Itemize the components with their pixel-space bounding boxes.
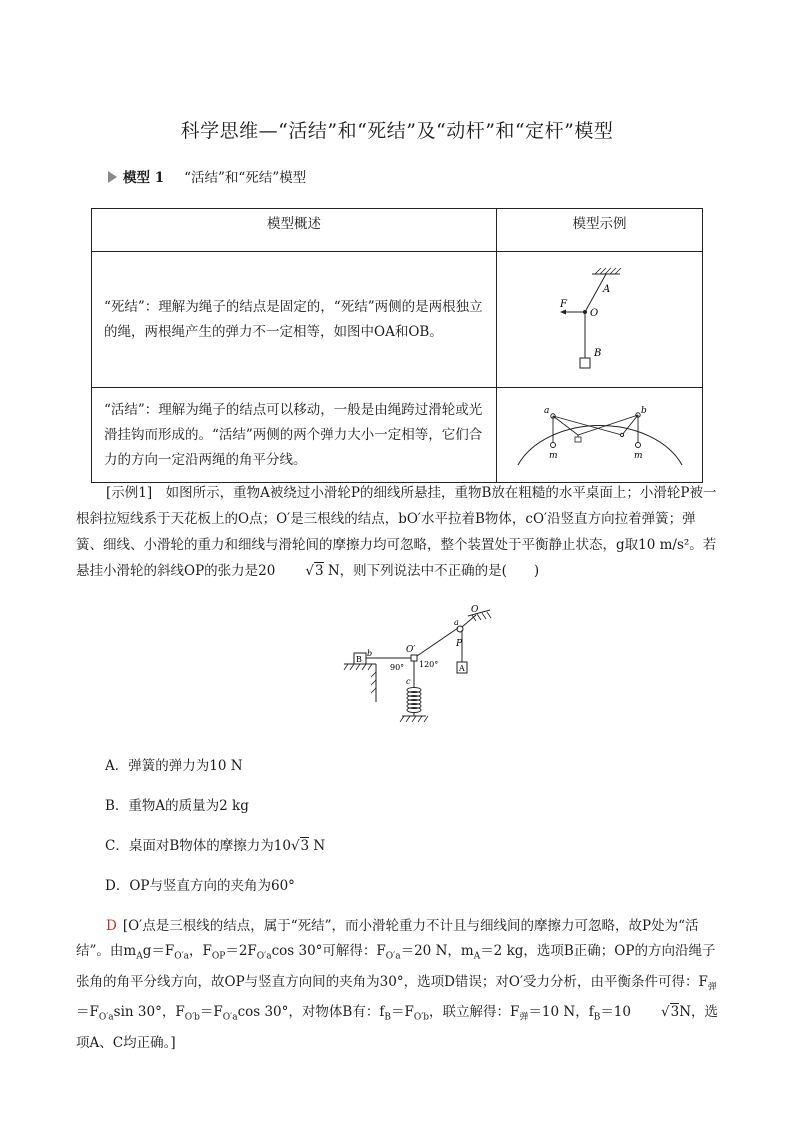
subscript: A: [136, 951, 143, 962]
model-label: 模型 1: [123, 170, 165, 186]
example-paragraph: [76, 480, 721, 584]
subscript: B: [384, 1013, 391, 1024]
live-knot-figure-cell: [497, 388, 703, 483]
option-c-sqrt: √3: [290, 838, 310, 854]
option-c-unit: N: [309, 838, 326, 854]
subscript: OP: [211, 951, 226, 962]
answer-text: ＝2 kg，选项B正确；OP的方向沿绳子张角的角平分线方向，故OP与竖直方向间的夹角为30°，选项D错误；对O′受力分析，由平衡条件可得：F: [76, 943, 716, 990]
subscript: 弹: [519, 1013, 529, 1024]
subscript: B: [593, 1013, 601, 1024]
table-row-dead-knot: [92, 252, 703, 388]
fig-label-90: 90°: [390, 663, 405, 672]
example-figure: [340, 602, 500, 727]
option-a: A．弹簧的弹力为10 N: [105, 758, 243, 774]
subscript: A: [473, 951, 481, 962]
subscript: O′a: [222, 1013, 238, 1024]
answer-text: ＝10 N，f: [528, 1004, 594, 1021]
fig2-label-a: a: [543, 406, 549, 416]
answer-text: ＝10: [600, 1004, 631, 1021]
dead-knot-figure-cell: [497, 252, 703, 388]
fig-label-O-prime: O′: [406, 645, 416, 655]
answer-text: ，联立解得：F: [429, 1004, 520, 1021]
table-header-row: [92, 209, 703, 252]
fig1-label-O: O: [589, 307, 598, 319]
page-title: 科学思维—“活结”和“死结”及“动杆”和“定杆”模型: [180, 120, 614, 142]
sqrt-symbol: √3: [305, 563, 324, 579]
subscript: O′b: [184, 1013, 200, 1024]
answer-text: ＝F: [390, 1004, 414, 1021]
fig-label-O: O: [471, 605, 479, 615]
fig-label-a: a: [454, 618, 459, 627]
subscript: O′a: [385, 951, 401, 962]
answer-paragraph: [76, 914, 721, 1056]
answer-text: cos 30°，对物体B有：f: [237, 1004, 385, 1021]
answer-text: ＝F: [76, 1004, 99, 1021]
fig2-label-m-right: m: [633, 451, 643, 461]
example-tag: [示例1]: [106, 485, 153, 501]
fig2-label-b: b: [640, 406, 647, 416]
model-name: “活结”和“死结”模型: [184, 170, 307, 186]
live-knot-desc: “活结”：理解为绳子的结点可以移动，一般是由绳跨过滑轮或光滑挂钩而形成的。“活结”两侧的两个弹力大小一定相等，它们合力的方向一定沿两绳的角平分线。: [92, 388, 497, 483]
fig2-label-m-left: m: [548, 451, 558, 461]
subscript: O′a: [256, 951, 272, 962]
example-text-2: N，则下列说法中不正确的是( ): [323, 563, 540, 579]
answer-text: N，选项A、C均正确。]: [76, 1004, 719, 1052]
model-header: [108, 166, 306, 186]
header-desc: 模型概述: [92, 209, 497, 252]
option-c-sqrt-value: 3: [300, 838, 310, 854]
answer-text: ，F: [189, 943, 212, 959]
subscript: O′a: [174, 951, 190, 962]
answer-text: sin 30°，F: [113, 1004, 185, 1021]
answer-letter: D: [106, 918, 117, 934]
sqrt-value: 3: [314, 563, 324, 579]
option-b: B．重物A的质量为2 kg: [105, 798, 249, 814]
answer-text: ＝2F: [225, 943, 257, 959]
answer-sqrt: √3: [661, 1004, 680, 1021]
fig-label-b: b: [367, 649, 373, 658]
dead-knot-desc: “死结”：理解为绳子的结点是固定的，“死结”两侧的是两根独立的绳，两根绳产生的弹力不一定相等，如图中OA和OB。: [92, 252, 497, 388]
answer-text: [O′点是三根线的结点，属于“死结”，而小滑轮重力不计且与细线间的摩擦力可忽略，故P处为“活结”。由m: [76, 918, 699, 959]
subscript: O′a: [98, 1013, 114, 1024]
fig-label-120: 120°: [419, 660, 439, 669]
triangle-bullet-icon: [108, 171, 117, 183]
live-knot-diagram: [510, 393, 690, 473]
fig-label-B: B: [356, 655, 362, 664]
answer-sqrt-value: 3: [670, 1004, 680, 1021]
table-row-live-knot: [92, 388, 703, 483]
fig1-label-B: B: [593, 347, 601, 359]
header-example: 模型示例: [497, 209, 703, 252]
answer-text: ＝F: [199, 1004, 223, 1021]
subscript: 弹: [707, 982, 717, 993]
option-c: [105, 834, 325, 854]
answer-text: cos 30°可解得：F: [271, 943, 386, 959]
dead-knot-diagram: [540, 258, 660, 378]
option-d: D．OP与竖直方向的夹角为60°: [105, 878, 295, 894]
fig-label-A: A: [459, 664, 465, 673]
answer-text: ＝20 N，m: [400, 943, 474, 959]
fig-label-c: c: [406, 677, 411, 686]
fig1-label-A: A: [602, 283, 610, 295]
model-table: [91, 208, 703, 483]
fig1-label-F: F: [559, 298, 567, 310]
option-c-text: C．桌面对B物体的摩擦力为10: [105, 838, 291, 854]
answer-text: g＝F: [142, 943, 175, 959]
subscript: O′b: [413, 1013, 430, 1024]
example-text-1: 如图所示，重物A被绕过小滑轮P的细线所悬挂，重物B放在粗糙的水平桌面上；小滑轮P被一根斜拉短线系于天花板上的O点；O′是三根线的结点，bO′水平拉着B物体，cO′沿竖直方向拉着弹簧；弹簧、细线、小滑轮的重力和细线与滑轮间的摩擦力均可忽略，整个装置处于平衡静止状态，g取10 m/s²。若悬挂小滑轮的斜线OP的张力是20: [76, 485, 717, 579]
fig-label-P: P: [456, 639, 463, 649]
